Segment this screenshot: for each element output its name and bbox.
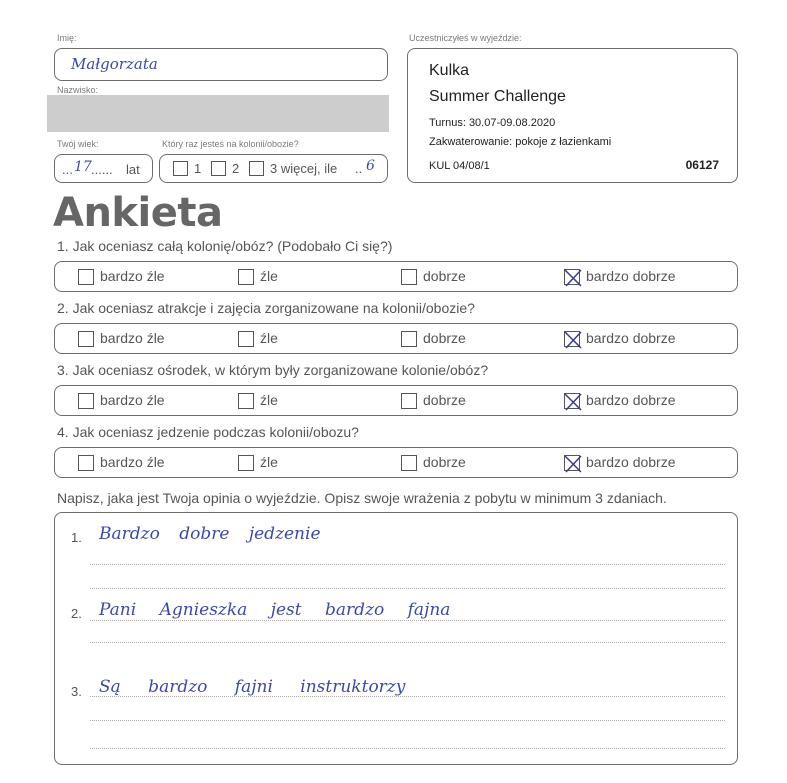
- opinion-line: [90, 620, 725, 621]
- trip-number: 06127: [685, 158, 719, 172]
- opinion-line: [90, 564, 725, 565]
- q3-option-1-checkbox[interactable]: [78, 393, 94, 409]
- q3-option-2-label: źle: [260, 392, 278, 408]
- trip-turnus: Turnus: 30.07-09.08.2020: [429, 117, 556, 129]
- q1-option-3-label: dobrze: [423, 268, 466, 284]
- survey-title: Ankieta: [53, 190, 223, 236]
- trip-program: Summer Challenge: [429, 88, 566, 105]
- opinion-3-number: 3.: [71, 684, 82, 699]
- opinion-3-text: Są bardzo fajni instruktorzy: [99, 677, 406, 697]
- q2-option-2-label: źle: [260, 330, 278, 346]
- q2-option-4-checkbox[interactable]: [564, 331, 580, 347]
- times-dots: ..: [355, 161, 363, 176]
- age-field[interactable]: [54, 154, 153, 183]
- time-3-label: 3 więcej, ile: [270, 161, 338, 176]
- q3-option-4-label: bardzo dobrze: [586, 392, 676, 408]
- q4-option-4-checkbox[interactable]: [564, 455, 580, 471]
- q3-option-4-checkbox[interactable]: [564, 393, 580, 409]
- q2-option-1-label: bardzo źle: [100, 330, 165, 346]
- time-2-checkbox[interactable]: [211, 161, 226, 176]
- q4-option-4-label: bardzo dobrze: [586, 454, 676, 470]
- q1-option-1-label: bardzo źle: [100, 268, 165, 284]
- q4-option-1-label: bardzo źle: [100, 454, 165, 470]
- which-time-field[interactable]: [159, 154, 388, 183]
- opinion-line: [90, 588, 725, 589]
- opinion-box[interactable]: [54, 512, 738, 765]
- q3-option-3-checkbox[interactable]: [401, 393, 417, 409]
- opinion-1-text: Bardzo dobre jedzenie: [99, 524, 321, 544]
- question-2-text: 2. Jak oceniasz atrakcje i zajęcia zorganizowane na kolonii/obozie?: [57, 300, 475, 316]
- surname-redacted: [47, 95, 389, 132]
- q2-option-4-label: bardzo dobrze: [586, 330, 676, 346]
- times-value: 6: [366, 158, 375, 174]
- question-1-answers: [54, 261, 738, 292]
- age-unit: lat: [126, 162, 140, 177]
- opinion-1-number: 1.: [71, 530, 82, 545]
- age-value: 17: [74, 159, 92, 175]
- q1-option-2-checkbox[interactable]: [238, 269, 254, 285]
- trip-code: KUL 04/08/1: [429, 160, 490, 172]
- name-label: Imię:: [57, 33, 77, 43]
- check-mark-icon: [563, 453, 583, 475]
- question-3-text: 3. Jak oceniasz ośrodek, w którym były zorganizowane kolonie/obóz?: [57, 362, 489, 378]
- q1-option-1-checkbox[interactable]: [78, 269, 94, 285]
- opinion-line: [90, 720, 725, 721]
- q4-option-1-checkbox[interactable]: [78, 455, 94, 471]
- q4-option-2-label: źle: [260, 454, 278, 470]
- q2-option-1-checkbox[interactable]: [78, 331, 94, 347]
- opinion-line: [90, 642, 725, 643]
- question-4-answers: [54, 447, 738, 478]
- surname-label: Nazwisko:: [57, 85, 99, 95]
- q4-option-2-checkbox[interactable]: [238, 455, 254, 471]
- time-3-checkbox[interactable]: [249, 161, 264, 176]
- which-time-label: Który raz jesteś na kolonii/obozie?: [162, 139, 299, 149]
- q4-option-3-label: dobrze: [423, 454, 466, 470]
- opinion-2-number: 2.: [71, 606, 82, 621]
- question-3-answers: [54, 385, 738, 416]
- q4-option-3-checkbox[interactable]: [401, 455, 417, 471]
- q1-option-3-checkbox[interactable]: [401, 269, 417, 285]
- q3-option-1-label: bardzo źle: [100, 392, 165, 408]
- age-dots-before: ...: [62, 162, 73, 177]
- participant-label: Uczestniczyłeś w wyjeździe:: [409, 33, 522, 43]
- q1-option-4-label: bardzo dobrze: [586, 268, 676, 284]
- age-label: Twój wiek:: [57, 139, 99, 149]
- time-2-label: 2: [232, 161, 240, 176]
- opinion-2-text: Pani Agnieszka jest bardzo fajna: [99, 600, 451, 620]
- opinion-line: [90, 748, 725, 749]
- q2-option-3-checkbox[interactable]: [401, 331, 417, 347]
- question-4-text: 4. Jak oceniasz jedzenie podczas kolonii/obozu?: [57, 424, 359, 440]
- name-field[interactable]: [54, 48, 388, 81]
- time-1-checkbox[interactable]: [173, 161, 188, 176]
- trip-name: Kulka: [429, 62, 470, 79]
- question-1-text: 1. Jak oceniasz całą kolonię/obóz? (Podobało Ci się?): [57, 238, 393, 254]
- q3-option-2-checkbox[interactable]: [238, 393, 254, 409]
- trip-info-box: [407, 48, 738, 183]
- q1-option-2-label: źle: [260, 268, 278, 284]
- check-mark-icon: [563, 329, 583, 351]
- name-value: Małgorzata: [71, 55, 158, 73]
- q3-option-3-label: dobrze: [423, 392, 466, 408]
- q2-option-2-checkbox[interactable]: [238, 331, 254, 347]
- question-2-answers: [54, 323, 738, 354]
- q2-option-3-label: dobrze: [423, 330, 466, 346]
- check-mark-icon: [563, 391, 583, 413]
- age-dots-after: ......: [91, 162, 113, 177]
- trip-accommodation: Zakwaterowanie: pokoje z łazienkami: [429, 136, 612, 148]
- check-mark-icon: [563, 267, 583, 289]
- time-1-label: 1: [194, 161, 202, 176]
- q1-option-4-checkbox[interactable]: [564, 269, 580, 285]
- opinion-prompt: Napisz, jaka jest Twoja opinia o wyjeździe. Opisz swoje wrażenia z pobytu w minimum 3 zdaniach.: [57, 490, 667, 506]
